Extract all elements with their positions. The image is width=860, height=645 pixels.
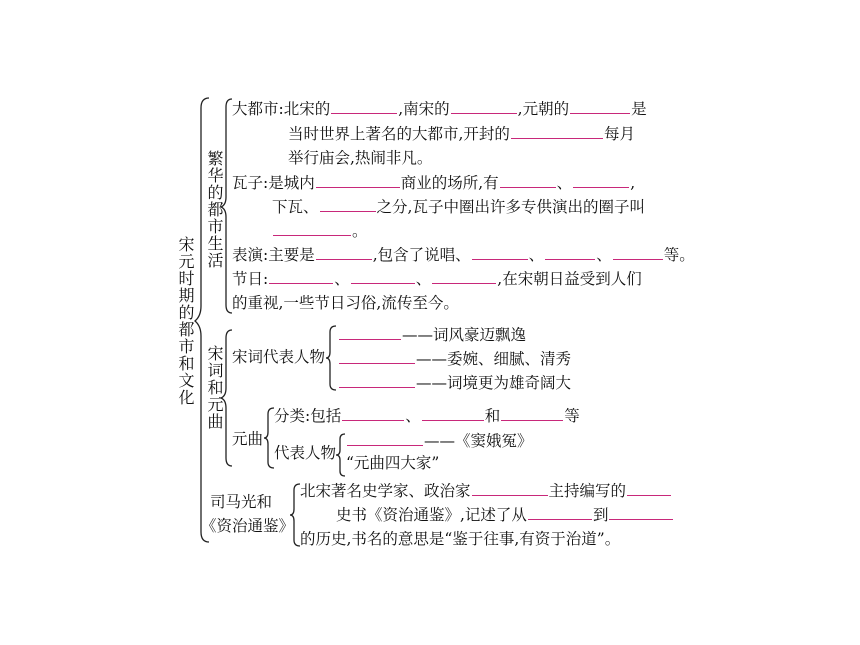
blank-to[interactable]	[609, 504, 673, 520]
blank-goulan[interactable]	[273, 220, 351, 236]
big-city-line3: 举行庙会,热闹非凡。	[288, 149, 433, 167]
sima-line3: 的历史,书名的意思是“鉴于往事,有资于治道”。	[300, 530, 621, 548]
wazi-line1: 瓦子:是城内 商业的场所,有 、 ,	[232, 174, 636, 192]
festival-line2: 的重视,一些节日习俗,流传至今。	[232, 294, 459, 312]
songci-label: 宋词代表人物	[232, 348, 326, 366]
songci-item-3: ——词境更为雄奇阔大	[338, 372, 571, 394]
blank-festival-1[interactable]	[269, 268, 333, 284]
perform-line: 表演:主要是 ,包含了说唱、 、 、 等。	[232, 246, 695, 264]
blank-yuan-capital[interactable]	[570, 98, 630, 114]
blank-book-type-2[interactable]	[301, 504, 335, 520]
section-title-city-life: 繁华的都市生活	[205, 150, 224, 269]
blank-wazi-2[interactable]	[573, 172, 629, 188]
blank-perform-1[interactable]	[472, 244, 528, 260]
sima-line2: 史书《资治通鉴》,记述了从 到	[300, 504, 674, 526]
blank-dou-e[interactable]	[347, 430, 423, 446]
sima-line1: 北宋著名史学家、政治家 主持编写的	[300, 480, 672, 502]
fenlei-line: 分类:包括 、 和 等	[274, 407, 580, 425]
blank-book-type[interactable]	[627, 480, 671, 496]
blank-songci-1[interactable]	[339, 324, 401, 340]
daibiao-label: 代表人物	[274, 444, 337, 462]
blank-kaifeng-place[interactable]	[511, 123, 603, 139]
sima-title-1: 司马光和	[210, 493, 273, 511]
blank-festival-2[interactable]	[351, 268, 415, 284]
blank-wazi-1[interactable]	[500, 172, 556, 188]
big-city-line2: 当时世界上著名的大都市,开封的 每月	[288, 125, 635, 143]
blank-festival-3[interactable]	[432, 268, 496, 284]
festival-line1: 节日: 、 、 ,在宋朝日益受到人们	[232, 270, 642, 288]
songci-item-1: ——词风豪迈飘逸	[338, 324, 526, 346]
songci-brace	[324, 324, 338, 392]
blank-perform-main[interactable]	[316, 244, 372, 260]
daibiao-item-2: “元曲四大家”	[346, 454, 440, 472]
blank-songci-2[interactable]	[339, 348, 415, 364]
blank-fenlei-3[interactable]	[501, 405, 563, 421]
blank-perform-2[interactable]	[545, 244, 595, 260]
blank-wazi-3[interactable]	[320, 196, 376, 212]
yuanqu-label: 元曲	[232, 430, 264, 448]
daibiao-item-1: ——《窦娥冤》	[346, 430, 533, 452]
big-city-line1: 大都市:北宋的 ,南宋的 ,元朝的 是	[232, 100, 647, 118]
blank-fenlei-2[interactable]	[422, 405, 484, 421]
blank-songci-3[interactable]	[339, 372, 415, 388]
blank-beisong-capital[interactable]	[331, 98, 397, 114]
wazi-line3: 。	[272, 220, 368, 242]
songci-item-2: ——委婉、细腻、清秀	[338, 348, 571, 370]
section-title-ci-qu: 宋词和元曲	[205, 345, 224, 430]
sima-title-2: 《资治通鉴》	[201, 517, 295, 535]
main-title: 宋元时期的都市和文化	[176, 236, 195, 406]
blank-sima-name[interactable]	[472, 480, 548, 496]
blank-from[interactable]	[528, 504, 592, 520]
blank-perform-3[interactable]	[613, 244, 663, 260]
blank-wazi-type[interactable]	[316, 172, 400, 188]
blank-fenlei-1[interactable]	[342, 405, 404, 421]
blank-nansong-capital[interactable]	[451, 98, 517, 114]
wazi-line2: 下瓦、 之分,瓦子中圈出许多专供演出的圈子叫	[272, 198, 645, 216]
